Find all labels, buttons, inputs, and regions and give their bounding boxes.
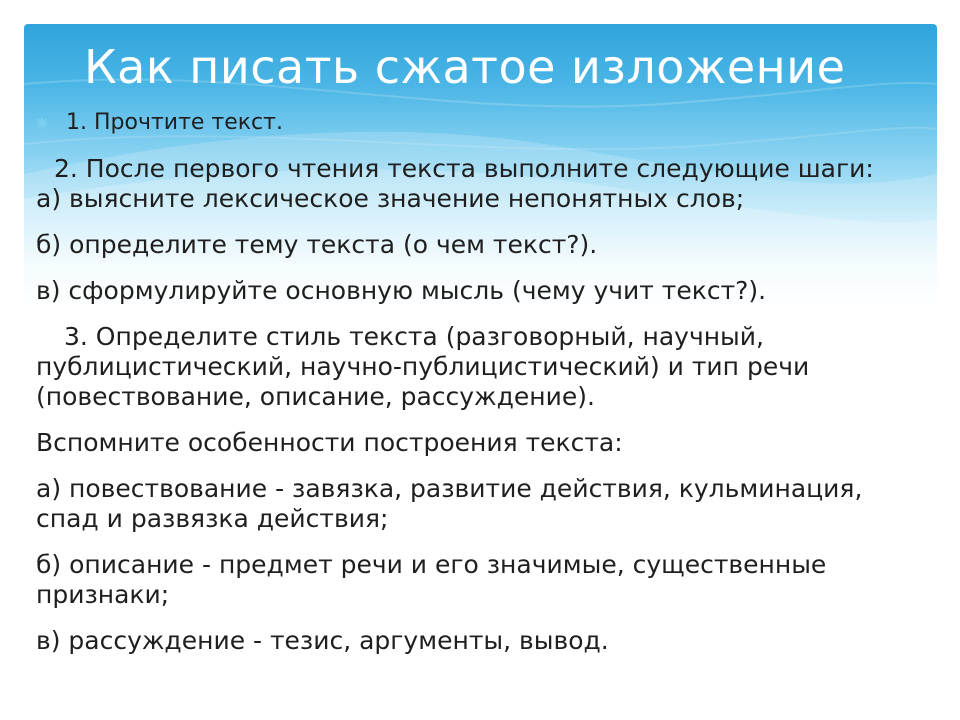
list-item: 3. Определите стиль текста (разговорный, научный, — [64, 322, 764, 351]
slide-title: Как писать сжатое изложение — [84, 40, 846, 94]
list-item: спад и развязка действия; — [36, 504, 389, 533]
list-item: б) описание - предмет речи и его значимые, существенные — [36, 550, 827, 579]
list-item: в) рассуждение - тезис, аргументы, вывод. — [36, 626, 609, 655]
list-item: Вспомните особенности построения текста: — [36, 428, 623, 457]
slide-body — [36, 108, 916, 656]
list-item: 2. После первого чтения текста выполните следующие шаги: — [54, 154, 874, 183]
list-item — [36, 108, 916, 138]
list-item-text: 1. Прочтите текст. — [66, 110, 283, 135]
list-item: а) выясните лексическое значение непонятных слов; — [36, 184, 745, 213]
list-item: в) сформулируйте основную мысль (чему учит текст?). — [36, 276, 767, 305]
list-item: а) повествование - завязка, развитие действия, кульминация, — [36, 474, 863, 503]
asterisk-bullet-icon — [36, 117, 48, 129]
list-item: (повествование, описание, рассуждение). — [36, 382, 595, 411]
list-item: признаки; — [36, 580, 170, 609]
list-item: публицистический, научно-публицистический) и тип речи — [36, 352, 810, 381]
list-item: б) определите тему текста (о чем текст?). — [36, 230, 598, 259]
